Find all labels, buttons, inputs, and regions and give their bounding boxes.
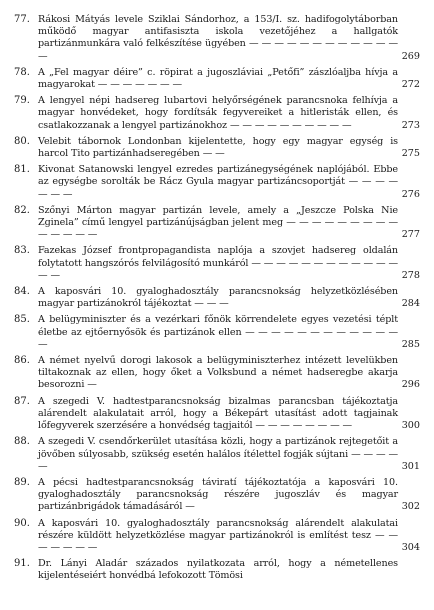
toc-entry: [0, 67, 434, 91]
entry-title: A pécsi hadtestparancsnokság táviratí tájékoztatója a kaposvári 10. gyaloghadosztály parancsnokság részére jugoszláv és magyar partizánbrigádok támadásáról —: [38, 476, 398, 513]
entry-page-number: 302: [401, 501, 420, 513]
entry-title: Szőnyi Márton magyar partizán levele, amely a „Jeszcze Polska Nie Zginela” című lengyel partizánújságban jelent meg — — — — — — — — — — — — — —: [38, 204, 398, 241]
toc-entry: [0, 14, 434, 63]
entry-page-number: 276: [401, 188, 420, 200]
toc-entry: [0, 396, 434, 433]
entry-number: 83.: [14, 245, 30, 257]
entry-number: 91.: [14, 558, 30, 570]
toc-entry: [0, 314, 434, 351]
toc-entry: [0, 136, 434, 160]
entry-number: 77.: [14, 14, 30, 25]
toc-entry: [0, 436, 434, 473]
entry-page-number: 300: [401, 420, 420, 432]
entry-title: Fazekas József frontpropagandista naplója a szovjet hadsereg oldalán folytatott hangszórós felvilágosító munkáról — — — — — — — — — — — — — —: [38, 245, 398, 281]
entry-page-number: 304: [401, 541, 420, 553]
entry-number: 86.: [14, 355, 30, 367]
entry-title: A szegedi V. hadtestparancsnokság bizalmas parancsban tájékoztatja alárendelt alakulatait arról, hogy a Békepárt utasítást adott tagjainak lőfegyverek szerzésére a honvédség tagjaitól — — — — — — — —: [38, 395, 398, 432]
toc-entry: [0, 518, 434, 555]
entry-title: A belügyminiszter és a vezérkari főnök körrendelete egyes vezetési téplt életbe az ejtőernyősök és partizánok ellen — — — — — — — — — — — — —: [38, 314, 398, 350]
entry-title: A lengyel népi hadsereg lubartovi helyőrségének parancsnoka felhívja a magyar honvédeket, hogy fordítsák fegyvereiket a hitleristák ellen, és csatlakozzanak a lengyel partizánokhoz — — — — — — — — — —: [38, 95, 398, 131]
entry-number: 85.: [14, 314, 30, 326]
entry-title: Velebit tábornok Londonban kijelentette, hogy egy magyar egység is harcol Tito partizánhadseregében — —: [38, 135, 398, 160]
entry-number: 88.: [14, 436, 30, 448]
entry-title: A kaposvári 10. gyaloghadosztály parancsnokság alárendelt alakulatai részére küldött helyzetközlése magyar partizánokról is említést tesz — — — — — — —: [38, 517, 398, 553]
entry-title: Kivonat Satanowski lengyel ezredes partizánegységének naplójából. Ebbe az egységbe sorolták be Rácz Gyula magyar partizáncsoportját — — — — — — —: [38, 164, 398, 200]
entry-page-number: 301: [401, 460, 420, 472]
toc-entry: [0, 205, 434, 242]
entry-number: 79.: [14, 95, 30, 107]
toc-entry: [0, 245, 434, 282]
entry-page-number: 284: [401, 298, 420, 310]
entry-page-number: 272: [401, 79, 420, 91]
entry-page-number: 277: [401, 229, 420, 241]
entry-page-number: 269: [401, 50, 420, 62]
entry-page-number: 285: [401, 338, 420, 350]
entry-number: 80.: [14, 135, 30, 147]
entry-number: 87.: [14, 395, 30, 407]
entry-number: 89.: [14, 476, 30, 488]
entry-title: Dr. Lányi Aladár százados nyilatkozata arról, hogy a németellenes kijelentéseiért honvédbá lefokozott Tömösi: [38, 558, 398, 582]
entry-number: 84.: [14, 286, 30, 298]
toc-entry: [0, 477, 434, 514]
entry-title: A kaposvári 10. gyaloghadosztály parancsnokság helyzetközlésében magyar partizánokról tájékoztat — — —: [38, 286, 398, 310]
entry-title: Rákosi Mátyás levele Sziklai Sándorhoz, a 153/I. sz. hadifogolytáborban működő magyar antifasiszta iskola vezetőjéhez a hallgatók partizánmunkára való felkészítése ügyében — — — — — — — — — — — — —: [38, 14, 398, 62]
toc-entry: [0, 164, 434, 201]
toc-entry: [0, 558, 434, 582]
entry-title: A „Fel magyar déire” c. röpirat a jugoszláviai „Petőfi” zászlóaljba hívja a magyarokat — — — — — — —: [38, 66, 398, 91]
toc-entry: [0, 286, 434, 310]
entry-number: 82.: [14, 204, 30, 216]
entry-page-number: 273: [401, 119, 420, 131]
entry-number: 90.: [14, 517, 30, 529]
toc-entry: [0, 355, 434, 392]
entry-page-number: 275: [401, 148, 420, 160]
entry-title: A német nyelvű dorogi lakosok a belügyminiszterhez intézett levelükben tiltakoznak az ellen, hogy őket a Volksbund a német hadseregbe akarja besorozni —: [38, 355, 398, 391]
entry-number: 81.: [14, 164, 30, 176]
entry-number: 78.: [14, 66, 30, 78]
entry-page-number: 296: [401, 379, 420, 391]
toc-entry: [0, 95, 434, 132]
table-of-contents: [0, 14, 434, 587]
entry-title: A szegedi V. csendőrkerület utasítása közli, hogy a partizánok rejtegetőit a jövőben súlyosabb, szükség esetén halálos ítélettel fogják sújtani — — — — —: [38, 436, 398, 472]
entry-page-number: 278: [401, 269, 420, 281]
